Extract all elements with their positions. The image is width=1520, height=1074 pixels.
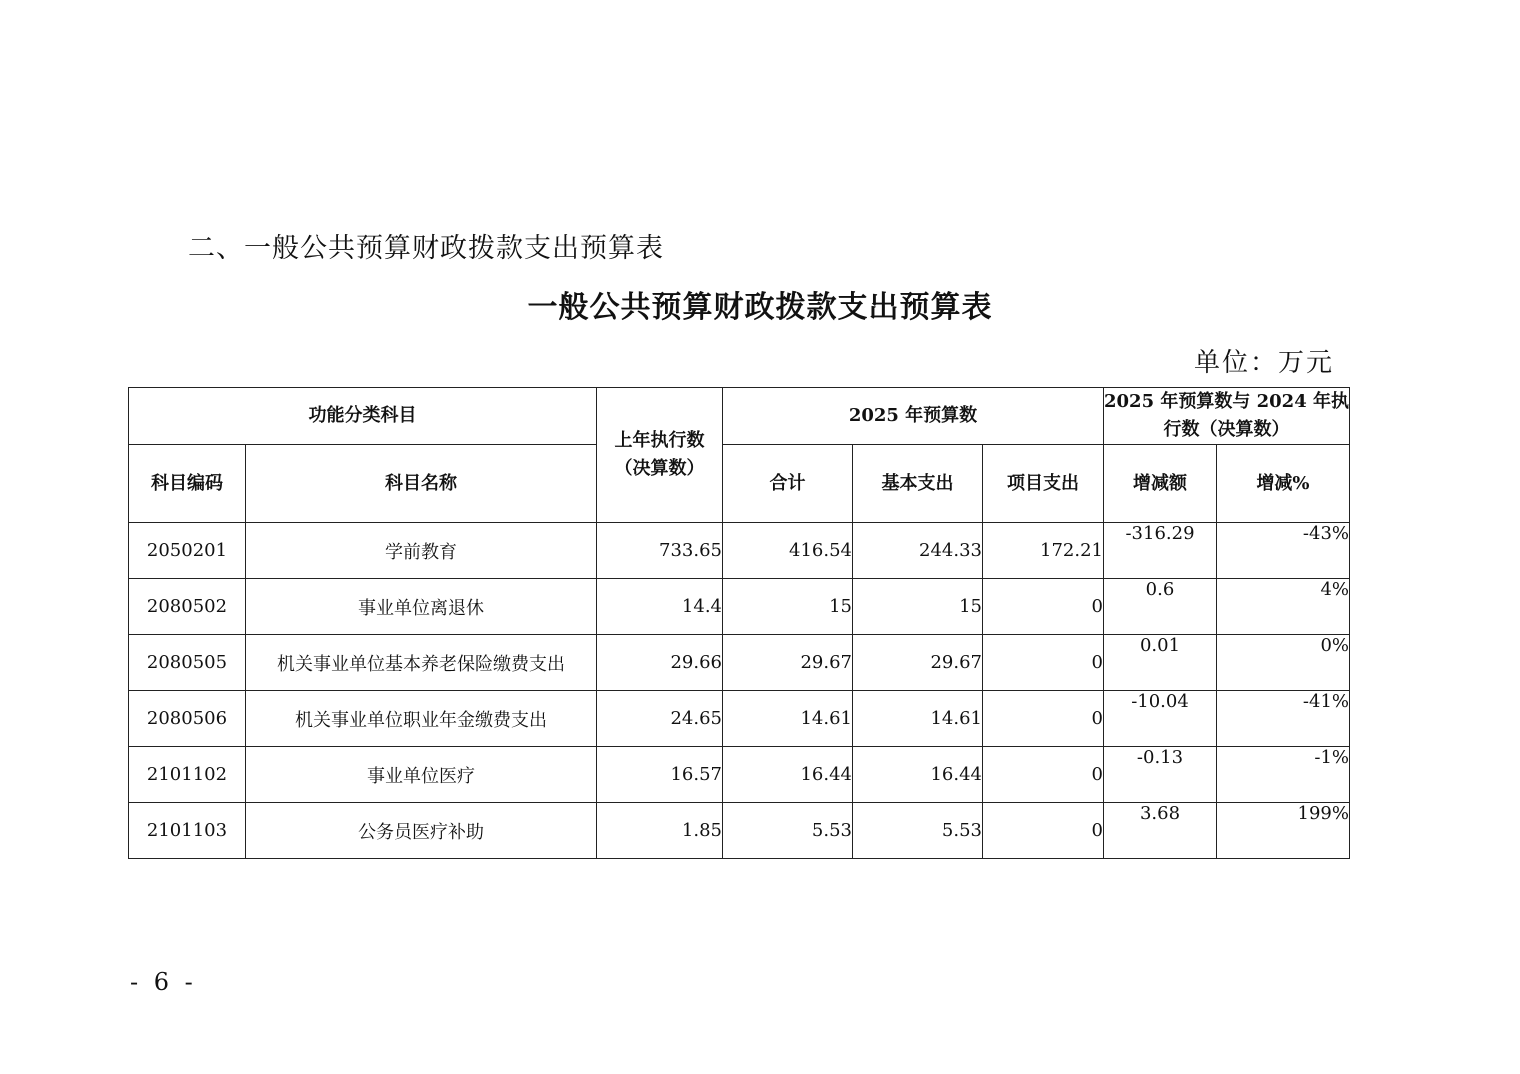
cell-project: 0 <box>983 635 1104 691</box>
cell-prior: 29.66 <box>597 635 723 691</box>
cell-change-percent: -43% <box>1217 523 1350 579</box>
table-row <box>129 803 1350 859</box>
cell-basic: 14.61 <box>853 691 983 747</box>
cell-project: 0 <box>983 803 1104 859</box>
header-code: 科目编码 <box>129 445 246 523</box>
table-row <box>129 747 1350 803</box>
cell-change-percent: -1% <box>1217 747 1350 803</box>
table-row <box>129 691 1350 747</box>
cell-prior: 14.4 <box>597 579 723 635</box>
cell-change-percent: 199% <box>1217 803 1350 859</box>
document-title: 一般公共预算财政拨款支出预算表 <box>527 290 993 325</box>
cell-change-percent: 0% <box>1217 635 1350 691</box>
cell-project: 172.21 <box>983 523 1104 579</box>
cell-code: 2101102 <box>129 747 246 803</box>
cell-code: 2101103 <box>129 803 246 859</box>
cell-basic: 29.67 <box>853 635 983 691</box>
cell-name: 事业单位医疗 <box>246 747 597 803</box>
header-prior-year: 上年执行数（决算数） <box>597 388 723 523</box>
cell-total: 14.61 <box>723 691 853 747</box>
cell-change-amount: -10.04 <box>1104 691 1217 747</box>
cell-total: 5.53 <box>723 803 853 859</box>
cell-change-amount: -0.13 <box>1104 747 1217 803</box>
cell-name: 学前教育 <box>246 523 597 579</box>
cell-name: 机关事业单位职业年金缴费支出 <box>246 691 597 747</box>
header-change-amount: 增减额 <box>1104 445 1217 523</box>
cell-name: 公务员医疗补助 <box>246 803 597 859</box>
cell-basic: 244.33 <box>853 523 983 579</box>
cell-prior: 733.65 <box>597 523 723 579</box>
cell-code: 2050201 <box>129 523 246 579</box>
budget-table <box>128 387 1350 859</box>
header-comparison: 2025 年预算数与 2024 年执行数（决算数） <box>1104 388 1350 445</box>
cell-change-amount: 0.6 <box>1104 579 1217 635</box>
header-total: 合计 <box>723 445 853 523</box>
cell-prior: 24.65 <box>597 691 723 747</box>
cell-name: 机关事业单位基本养老保险缴费支出 <box>246 635 597 691</box>
cell-change-percent: -41% <box>1217 691 1350 747</box>
cell-prior: 16.57 <box>597 747 723 803</box>
header-project: 项目支出 <box>983 445 1104 523</box>
header-functional-category: 功能分类科目 <box>129 388 597 445</box>
cell-project: 0 <box>983 579 1104 635</box>
cell-name: 事业单位离退休 <box>246 579 597 635</box>
cell-basic: 15 <box>853 579 983 635</box>
cell-change-amount: -316.29 <box>1104 523 1217 579</box>
unit-label: 单位：万元 <box>1193 348 1334 378</box>
cell-basic: 5.53 <box>853 803 983 859</box>
cell-total: 16.44 <box>723 747 853 803</box>
table-row <box>129 523 1350 579</box>
header-row-1 <box>129 388 1350 445</box>
cell-basic: 16.44 <box>853 747 983 803</box>
cell-total: 29.67 <box>723 635 853 691</box>
table-row <box>129 579 1350 635</box>
cell-change-amount: 0.01 <box>1104 635 1217 691</box>
cell-code: 2080505 <box>129 635 246 691</box>
cell-change-amount: 3.68 <box>1104 803 1217 859</box>
header-change-percent: 增减% <box>1217 445 1350 523</box>
cell-total: 15 <box>723 579 853 635</box>
section-heading: 二、一般公共预算财政拨款支出预算表 <box>188 233 664 264</box>
header-basic: 基本支出 <box>853 445 983 523</box>
cell-project: 0 <box>983 691 1104 747</box>
header-row-2 <box>129 445 1350 523</box>
page-number: - 6 - <box>130 968 197 996</box>
cell-change-percent: 4% <box>1217 579 1350 635</box>
table-row <box>129 635 1350 691</box>
cell-total: 416.54 <box>723 523 853 579</box>
header-budget-2025: 2025 年预算数 <box>723 388 1104 445</box>
cell-prior: 1.85 <box>597 803 723 859</box>
cell-code: 2080502 <box>129 579 246 635</box>
cell-code: 2080506 <box>129 691 246 747</box>
cell-project: 0 <box>983 747 1104 803</box>
header-name: 科目名称 <box>246 445 597 523</box>
